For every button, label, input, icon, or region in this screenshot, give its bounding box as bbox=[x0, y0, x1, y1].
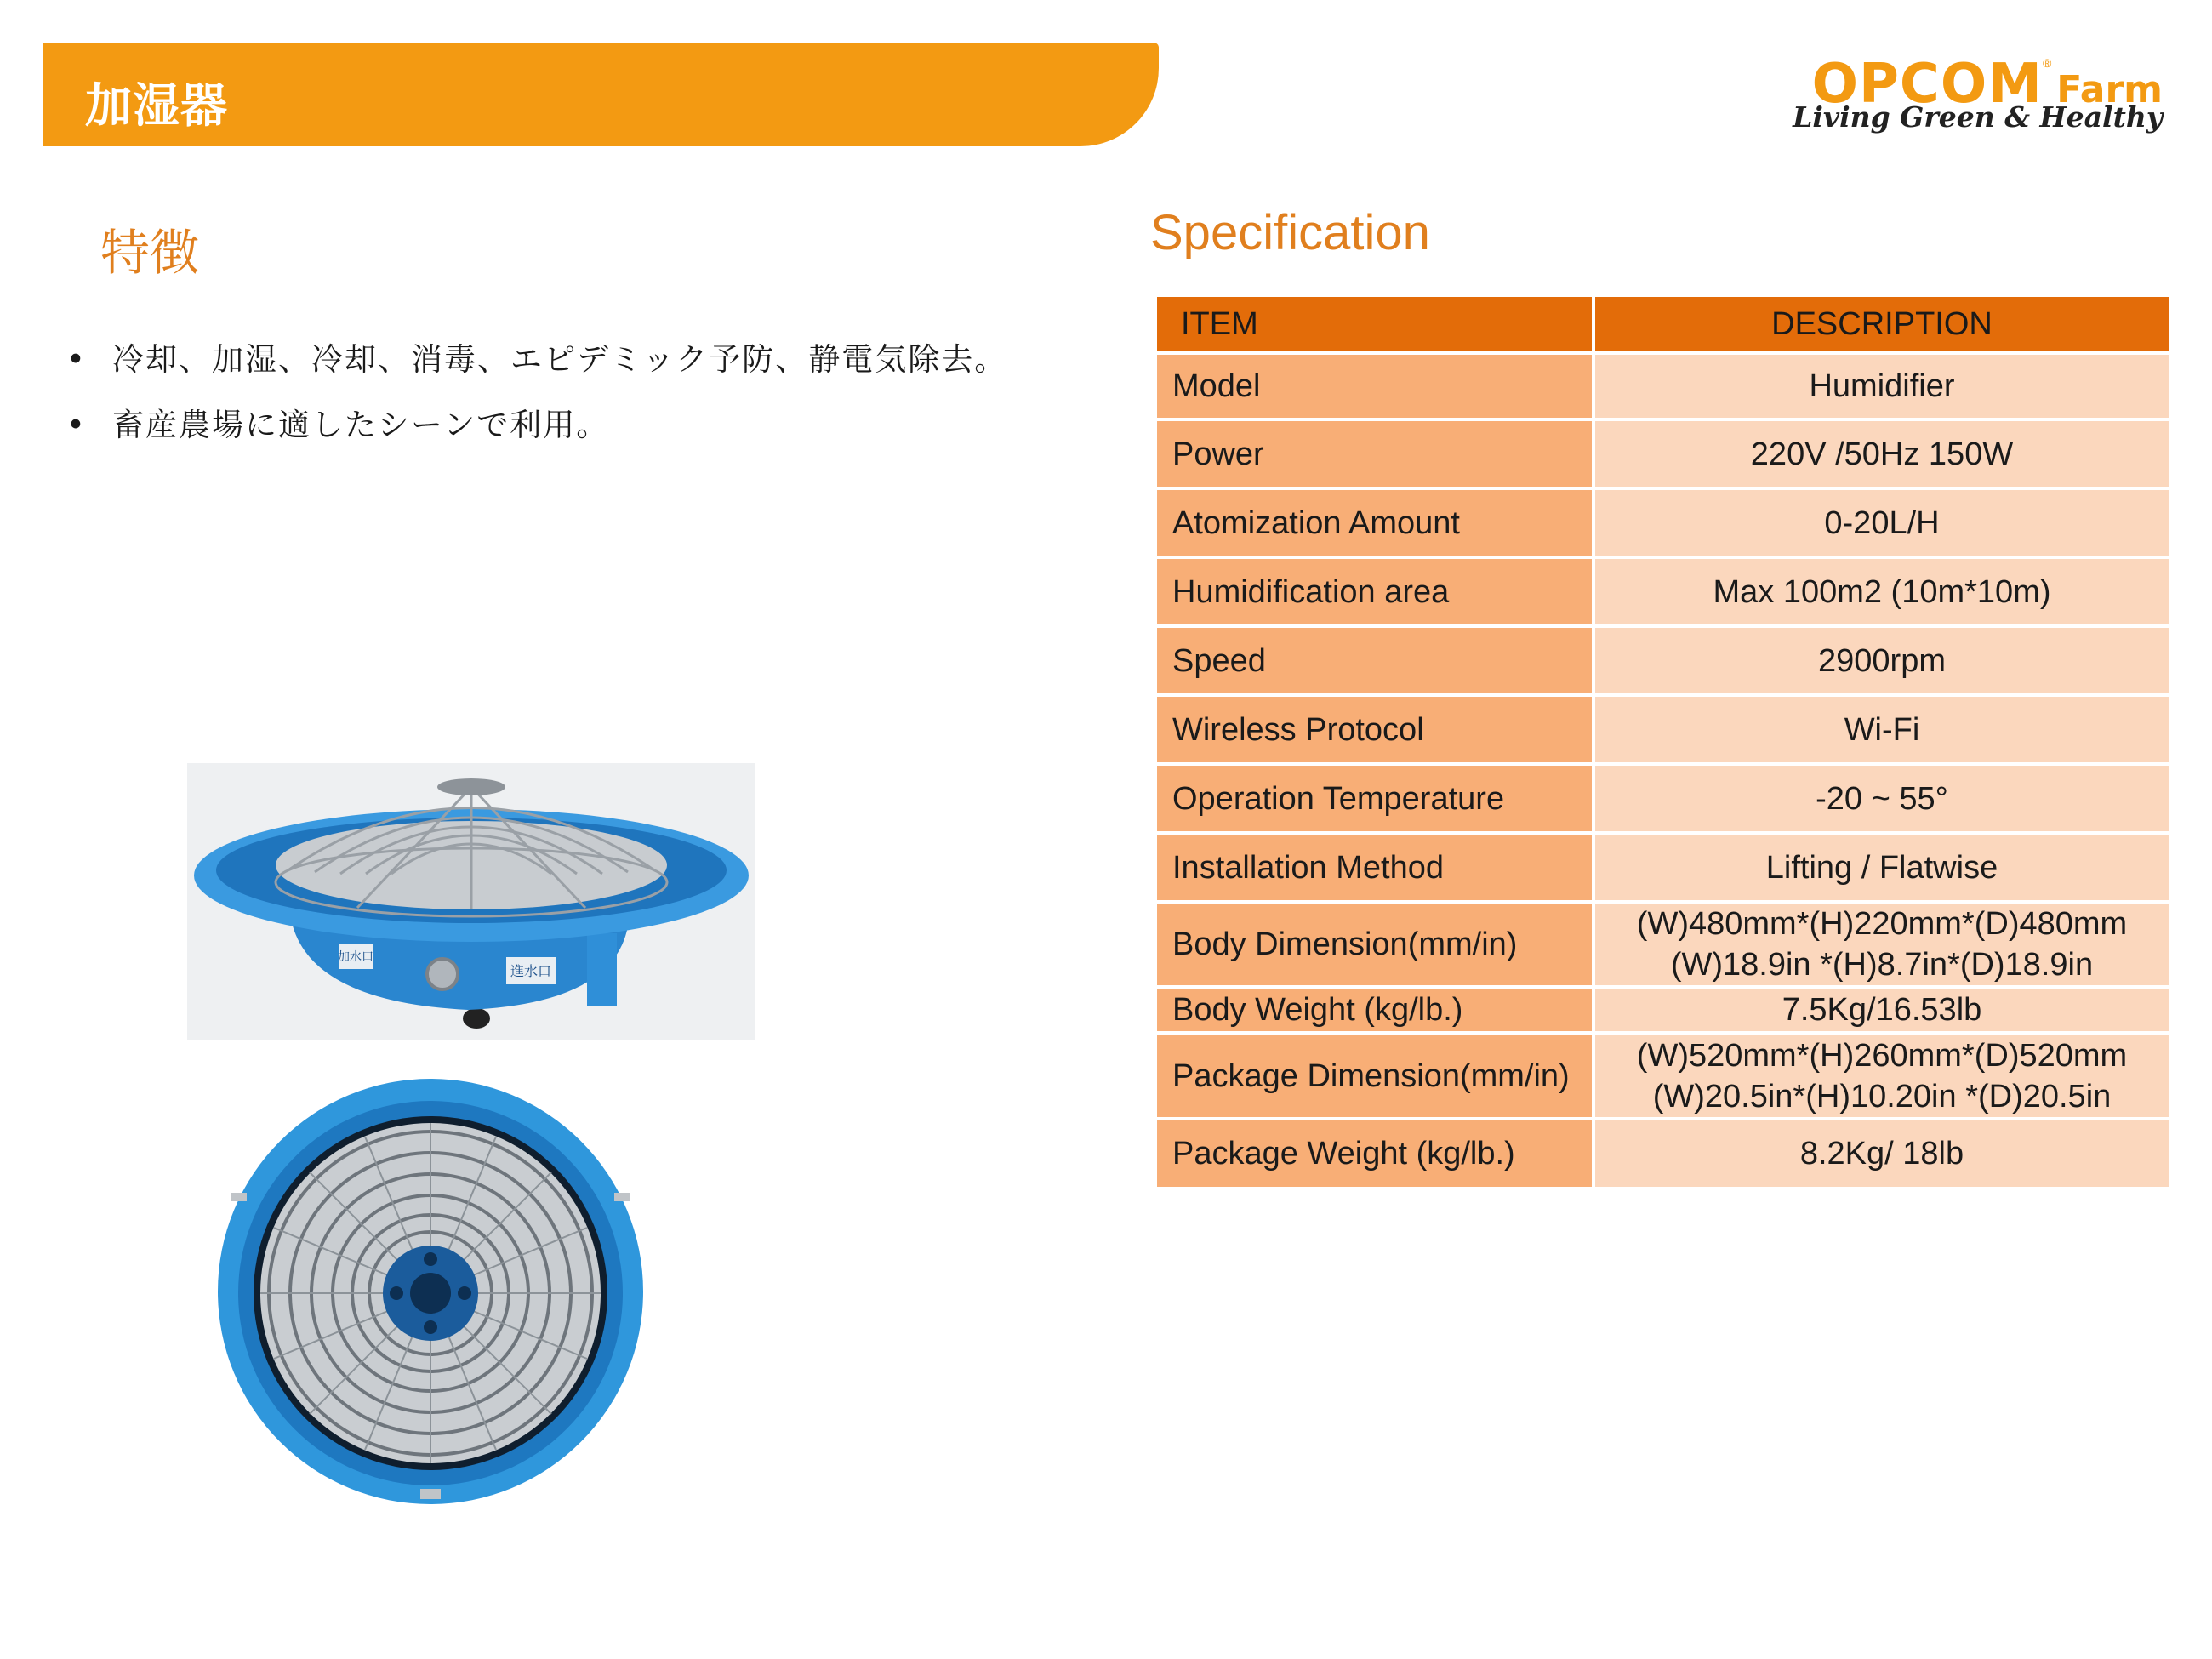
spec-item-installation: Installation Method bbox=[1155, 833, 1593, 902]
spec-item-atomization: Atomization Amount bbox=[1155, 488, 1593, 557]
fan-hub-center bbox=[410, 1273, 451, 1314]
spec-item-wireless: Wireless Protocol bbox=[1155, 695, 1593, 764]
logo-brand: OPCOM bbox=[1811, 53, 2043, 116]
spec-value-line: (W)18.9in *(H)8.7in*(D)18.9in bbox=[1670, 947, 2094, 983]
inlet-label: 加水口 bbox=[338, 950, 373, 964]
spec-item-power: Power bbox=[1155, 419, 1593, 488]
product-photo-side-view bbox=[187, 763, 755, 1040]
spec-item-operation-temperature: Operation Temperature bbox=[1155, 764, 1593, 833]
table-row bbox=[1155, 419, 2170, 488]
table-row bbox=[1155, 557, 2170, 626]
logo-tagline: Living Green & Healthy bbox=[1793, 100, 2163, 134]
spec-value-humidification-area: Max 100m2 (10m*10m) bbox=[1593, 557, 2170, 626]
spec-value-operation-temperature: -20 ~ 55° bbox=[1593, 764, 2170, 833]
table-row bbox=[1155, 353, 2170, 419]
spec-item-model: Model bbox=[1155, 353, 1593, 419]
humidifier-side-leg bbox=[587, 933, 617, 1006]
spec-item-body-dimension: Body Dimension(mm/in) bbox=[1155, 902, 1593, 987]
spec-value-line: (W)520mm*(H)260mm*(D)520mm bbox=[1636, 1037, 2128, 1074]
outlet-label: 進水口 bbox=[510, 963, 552, 979]
features-heading: 特徴 bbox=[100, 224, 200, 282]
water-inlet-fitting bbox=[427, 959, 458, 989]
table-row bbox=[1155, 833, 2170, 902]
spec-item-humidification-area: Humidification area bbox=[1155, 557, 1593, 626]
spec-value-body-weight: 7.5Kg/16.53lb bbox=[1593, 987, 2170, 1033]
table-header-row bbox=[1155, 295, 2170, 353]
column-header-item: ITEM bbox=[1155, 295, 1593, 353]
spec-value-line: (W)20.5in*(H)10.20in *(D)20.5in bbox=[1652, 1078, 2112, 1115]
spec-value-atomization: 0-20L/H bbox=[1593, 488, 2170, 557]
spec-value-package-weight: 8.2Kg/ 18lb bbox=[1593, 1119, 2170, 1189]
feature-item bbox=[66, 337, 1053, 382]
spec-item-speed: Speed bbox=[1155, 626, 1593, 695]
spec-item-package-dimension: Package Dimension(mm/in) bbox=[1155, 1033, 1593, 1119]
spec-value-speed: 2900rpm bbox=[1593, 626, 2170, 695]
table-row bbox=[1155, 1033, 2170, 1119]
bullet-icon: • bbox=[66, 341, 87, 378]
spec-value-package-dimension bbox=[1593, 1033, 2170, 1119]
humidifier-top-illustration bbox=[208, 1074, 674, 1509]
table-row bbox=[1155, 488, 2170, 557]
humidifier-foot bbox=[463, 1008, 490, 1029]
spec-item-package-weight: Package Weight (kg/lb.) bbox=[1155, 1119, 1593, 1189]
page-title: 加湿器 bbox=[85, 78, 229, 133]
product-photo-top-view bbox=[208, 1074, 674, 1509]
spec-value-installation: Lifting / Flatwise bbox=[1593, 833, 2170, 902]
brand-logo bbox=[1793, 53, 2163, 146]
logo-registered-mark: ® bbox=[2042, 56, 2052, 70]
table-row bbox=[1155, 626, 2170, 695]
table-row bbox=[1155, 695, 2170, 764]
specification-heading: Specification bbox=[1150, 205, 1430, 260]
table-row bbox=[1155, 902, 2170, 987]
features-list bbox=[66, 337, 1053, 468]
column-header-description: DESCRIPTION bbox=[1593, 295, 2170, 353]
spec-value-line: (W)480mm*(H)220mm*(D)480mm bbox=[1636, 906, 2128, 942]
spec-value-power: 220V /50Hz 150W bbox=[1593, 419, 2170, 488]
spec-item-body-weight: Body Weight (kg/lb.) bbox=[1155, 987, 1593, 1033]
bullet-icon: • bbox=[66, 407, 87, 443]
humidifier-side-illustration bbox=[187, 763, 755, 1040]
feature-item bbox=[66, 402, 1053, 448]
spec-value-wireless: Wi-Fi bbox=[1593, 695, 2170, 764]
specification-table bbox=[1154, 294, 2172, 1190]
spec-value-body-dimension bbox=[1593, 902, 2170, 987]
grill-top-hub bbox=[437, 778, 505, 795]
logo-sub: Farm bbox=[2056, 68, 2163, 111]
table-row bbox=[1155, 764, 2170, 833]
spec-value-model: Humidifier bbox=[1593, 353, 2170, 419]
feature-text: 畜産農場に適したシーンで利用。 bbox=[112, 407, 610, 443]
table-row bbox=[1155, 1119, 2170, 1189]
feature-text: 冷却、加湿、冷却、消毒、エピデミック予防、静電気除去。 bbox=[112, 341, 1008, 378]
table-row bbox=[1155, 987, 2170, 1033]
